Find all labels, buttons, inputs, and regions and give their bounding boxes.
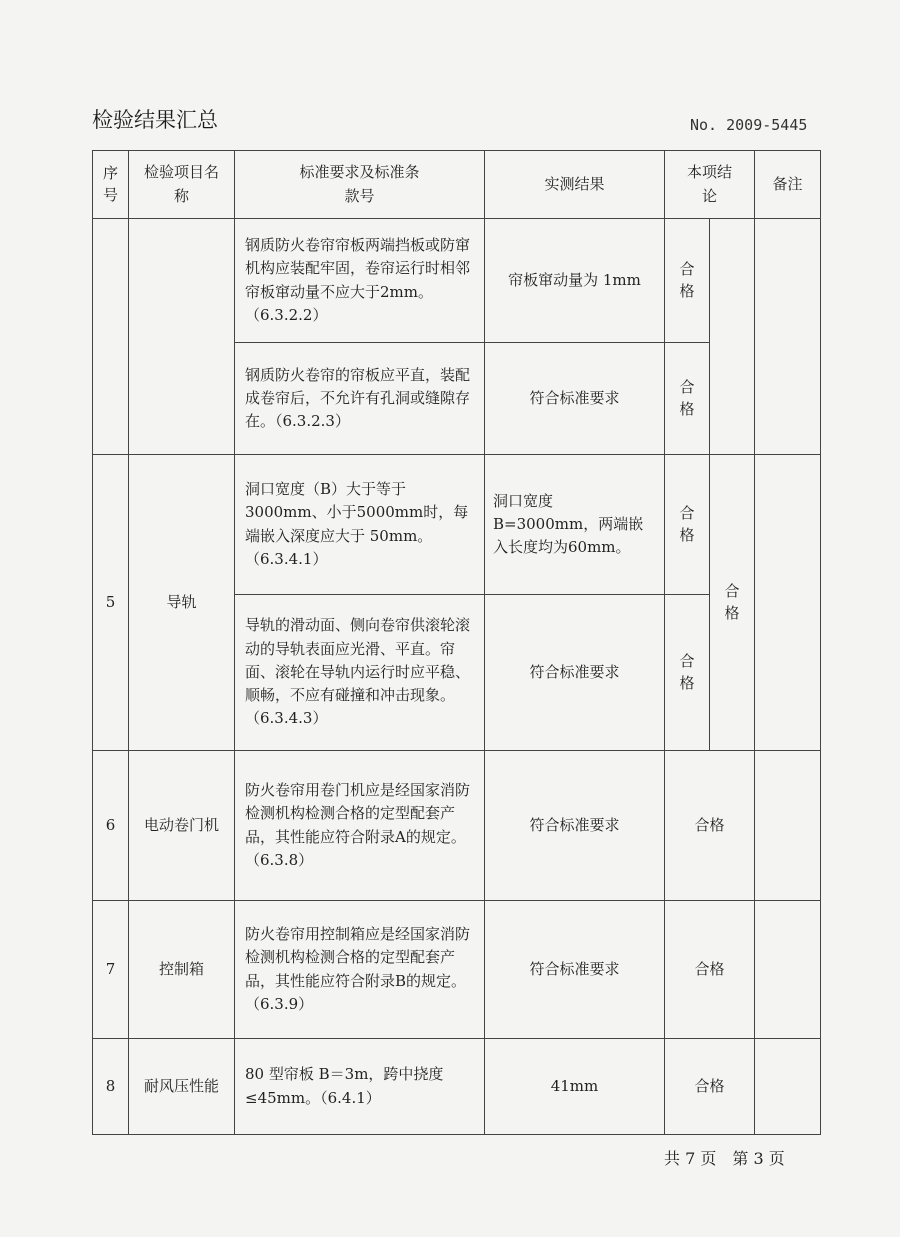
sub-conclusion-cell: 合格 — [665, 219, 710, 343]
result-cell: 帘板窜动量为 1mm — [485, 219, 665, 343]
col-header-result: 实测结果 — [485, 151, 665, 219]
seq-cell: 7 — [93, 901, 129, 1039]
standard-cell: 防火卷帘用控制箱应是经国家消防检测机构检测合格的定型配套产品，其性能应符合附录B的规定。（6.3.9） — [235, 901, 485, 1039]
col-header-remark: 备注 — [755, 151, 821, 219]
standard-cell: 钢质防火卷帘的帘板应平直，装配成卷帘后，不允许有孔洞或缝隙存在。（6.3.2.3） — [235, 343, 485, 455]
result-cell: 符合标准要求 — [485, 595, 665, 751]
sub-conclusion-cell: 合格 — [665, 595, 710, 751]
header-row — [93, 151, 821, 219]
result-cell: 41mm — [485, 1039, 665, 1135]
seq-cell — [93, 219, 129, 455]
sub-conclusion-cell: 合格 — [665, 455, 710, 595]
inspection-results-table — [92, 150, 821, 1135]
report-title: 检验结果汇总 — [92, 108, 218, 132]
conclusion-cell — [710, 219, 755, 455]
table-row — [93, 751, 821, 901]
standard-cell: 钢质防火卷帘帘板两端挡板或防窜机构应装配牢固，卷帘运行时相邻帘板窜动量不应大于2mm。（6.3.2.2） — [235, 219, 485, 343]
col-header-standard: 标准要求及标准条款号 — [235, 151, 485, 219]
item-cell: 耐风压性能 — [129, 1039, 235, 1135]
conclusion-cell: 合格 — [710, 455, 755, 751]
item-cell — [129, 219, 235, 455]
table-row — [93, 901, 821, 1039]
document-number: No. 2009-5445 — [690, 116, 808, 134]
result-cell: 洞口宽度B=3000mm，两端嵌入长度均为60mm。 — [485, 455, 665, 595]
remark-cell — [755, 1039, 821, 1135]
standard-cell: 防火卷帘用卷门机应是经国家消防检测机构检测合格的定型配套产品，其性能应符合附录A的规定。（6.3.8） — [235, 751, 485, 901]
standard-cell: 导轨的滑动面、侧向卷帘供滚轮滚动的导轨表面应光滑、平直。帘面、滚轮在导轨内运行时应平稳、顺畅，不应有碰撞和冲击现象。（6.3.4.3） — [235, 595, 485, 751]
remark-cell — [755, 219, 821, 455]
result-cell: 符合标准要求 — [485, 751, 665, 901]
remark-cell — [755, 901, 821, 1039]
result-cell: 符合标准要求 — [485, 343, 665, 455]
table-row — [93, 219, 821, 343]
table-row — [93, 455, 821, 595]
conclusion-cell: 合格 — [665, 901, 755, 1039]
item-cell: 导轨 — [129, 455, 235, 751]
sub-conclusion-cell: 合格 — [665, 343, 710, 455]
page-footer: 共 7 页 第 3 页 — [664, 1149, 785, 1168]
col-header-conclusion: 本项结论 — [665, 151, 755, 219]
item-cell: 电动卷门机 — [129, 751, 235, 901]
col-header-item: 检验项目名称 — [129, 151, 235, 219]
seq-cell: 6 — [93, 751, 129, 901]
table-row — [93, 1039, 821, 1135]
standard-cell: 80 型帘板 B＝3m，跨中挠度≤45mm。（6.4.1） — [235, 1039, 485, 1135]
remark-cell — [755, 455, 821, 751]
conclusion-cell: 合格 — [665, 751, 755, 901]
seq-cell: 5 — [93, 455, 129, 751]
standard-cell: 洞口宽度（B）大于等于3000mm、小于5000mm时，每端嵌入深度应大于 50mm。（6.3.4.1） — [235, 455, 485, 595]
col-header-seq: 序号 — [93, 151, 129, 219]
item-cell: 控制箱 — [129, 901, 235, 1039]
result-cell: 符合标准要求 — [485, 901, 665, 1039]
conclusion-cell: 合格 — [665, 1039, 755, 1135]
seq-cell: 8 — [93, 1039, 129, 1135]
remark-cell — [755, 751, 821, 901]
